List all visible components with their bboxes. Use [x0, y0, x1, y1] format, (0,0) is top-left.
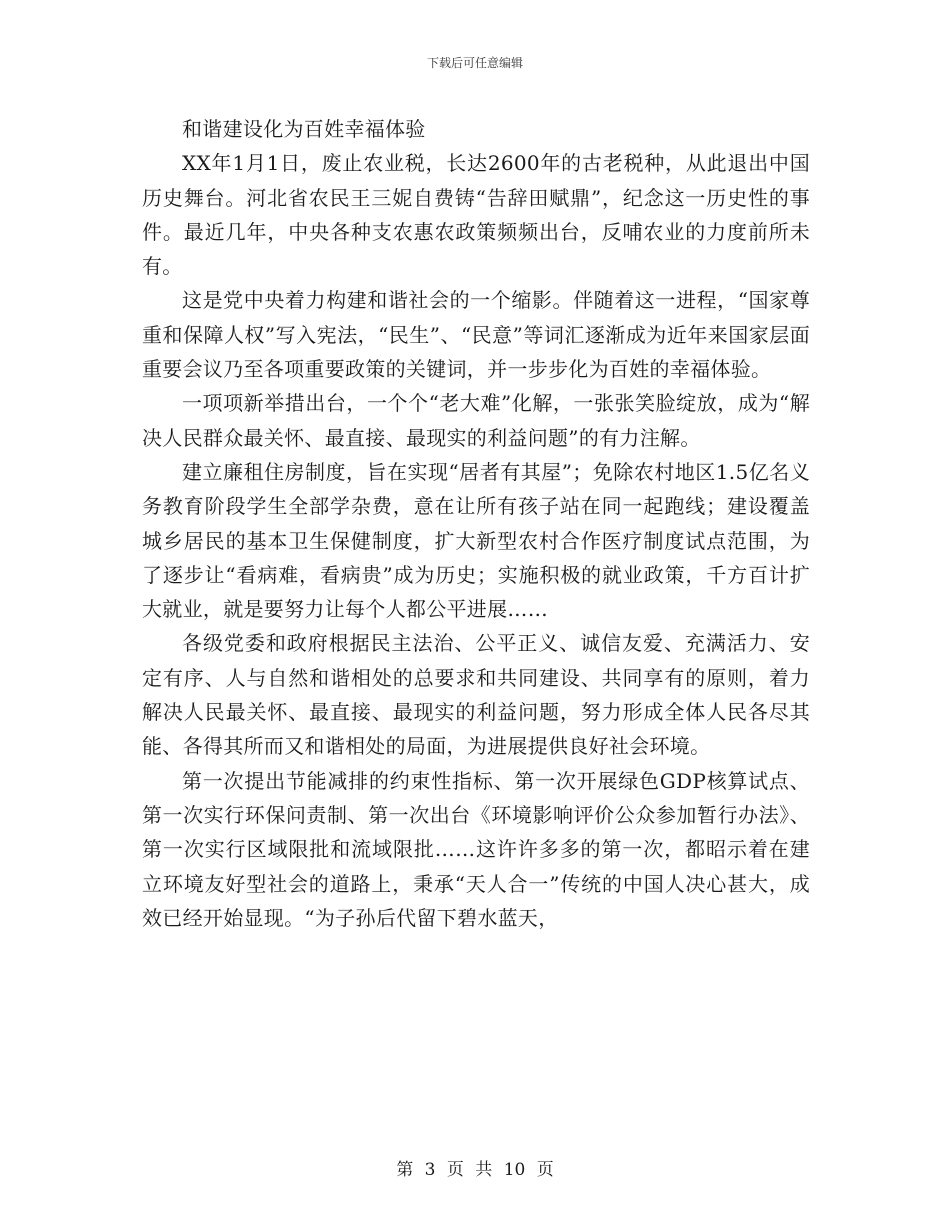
header-note: 下载后可任意编辑	[426, 56, 523, 70]
paragraph: XX年1月1日，废止农业税，长达2600年的古老税种，从此退出中国历史舞台。河北省农民王三妮自费铸“告辞田赋鼎”，纪念这一历史性的事件。最近几年，中央各种支农惠农政策频频出台，反哺农业的力度前所未有。	[142, 151, 810, 279]
paragraph-title: 和谐建设化为百姓幸福体验	[182, 117, 426, 141]
paragraph: 一项项新举措出台，一个个“老大难”化解，一张张笑脸绽放，成为“解决人民群众最关怀、最直接、最现实的利益问题”的有力注解。	[142, 391, 810, 450]
page-number: 第 3 页 共 10 页	[396, 1160, 554, 1180]
document-body	[142, 112, 810, 935]
paragraph: 各级党委和政府根据民主法治、公平正义、诚信友爱、充满活力、安定有序、人与自然和谐相处的总要求和共同建设、共同享有的原则，着力解决人民最关怀、最直接、最现实的利益问题，努力形成全体人民各尽其能、各得其所而又和谐相处的局面，为进展提供良好社会环境。	[142, 631, 810, 759]
paragraph: 第一次提出节能减排的约束性指标、第一次开展绿色GDP核算试点、第一次实行环保问责制、第一次出台《环境影响评价公众参加暂行办法》、第一次实行区域限批和流域限批……这许许多多的第一次，都昭示着在建立环境友好型社会的道路上，秉承“天人合一”传统的中国人决心甚大，成效已经开始显现。“为子孙后代留下碧水蓝天，	[142, 768, 810, 930]
paragraph: 这是党中央着力构建和谐社会的一个缩影。伴随着这一进程，“国家尊重和保障人权”写入宪法，“民生”、“民意”等词汇逐渐成为近年来国家层面重要会议乃至各项重要政策的关键词，并一步步化为百姓的幸福体验。	[142, 288, 810, 382]
paragraph: 建立廉租住房制度，旨在实现“居者有其屋”；免除农村地区1.5亿名义务教育阶段学生全部学杂费，意在让所有孩子站在同一起跑线；建设覆盖城乡居民的基本卫生保健制度，扩大新型农村合作医疗制度试点范围，为了逐步让“看病难，看病贵”成为历史；实施积极的就业政策，千方百计扩大就业，就是要努力让每个人都公平进展……	[142, 459, 810, 622]
